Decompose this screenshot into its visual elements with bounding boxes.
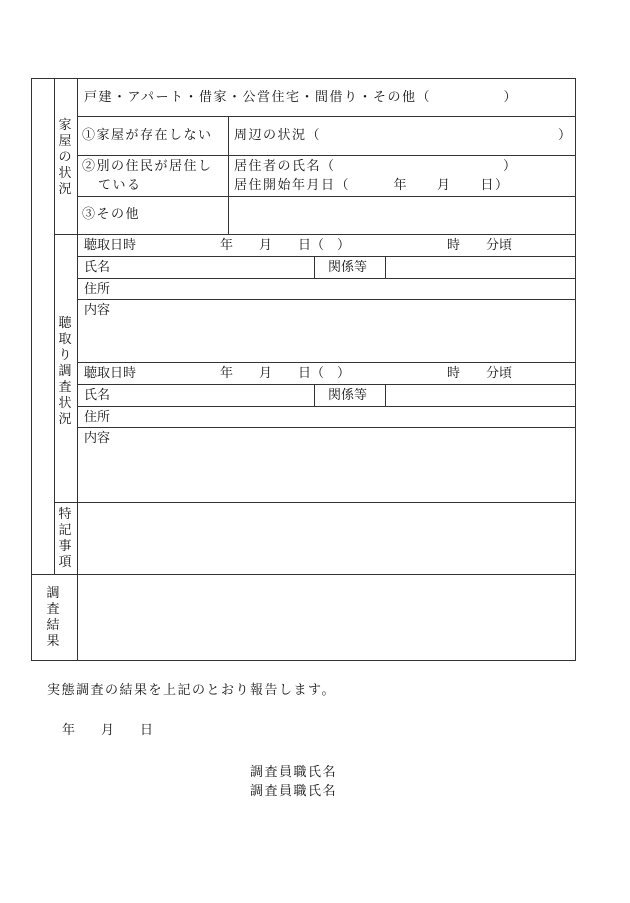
house-option-3: ③その他: [82, 207, 141, 222]
table-top-border: [31, 78, 576, 79]
hearing-col-divider: [314, 384, 315, 407]
hearing-row-line: [77, 362, 576, 363]
hearing-date-label: 聴取日時: [84, 238, 137, 253]
hearing-time-fields: 時 分頃: [447, 366, 513, 381]
section-sep-result: [31, 574, 576, 575]
surroundings-label: 周辺の状況（: [234, 128, 322, 143]
hearing-col-divider: [385, 384, 386, 407]
section-sep-notes: [54, 502, 576, 503]
investigator-signature-1: 調査員職氏名: [250, 765, 338, 780]
notes-section-label: 特記事項: [58, 507, 72, 570]
hearing-row-line: [77, 406, 576, 407]
hearing-date-fields: 年 月 日（ ）: [220, 238, 351, 253]
hearing-row-line: [77, 256, 576, 257]
resident-name-close: ）: [503, 159, 517, 174]
resident-name-label: 居住者の氏名（: [234, 159, 336, 174]
report-date: 年 月 日: [62, 723, 154, 738]
house-option-2-cont: ている: [98, 178, 142, 193]
house-col-divider: [228, 116, 229, 234]
hearing-relation-label: 関係等: [328, 260, 368, 275]
house-row-line: [77, 155, 576, 156]
section-sep-hearing: [54, 234, 576, 235]
hearing-section-label: 聴取り調査状況: [58, 316, 72, 427]
house-option-1: ①家屋が存在しない: [82, 128, 213, 143]
investigator-signature-2: 調査員職氏名: [250, 784, 338, 799]
hearing-content-label: 内容: [84, 431, 111, 446]
hearing-col-divider: [385, 256, 386, 279]
house-option-2: ②別の住民が居住し: [82, 159, 213, 174]
hearing-col-divider: [314, 256, 315, 279]
house-row-line: [77, 196, 576, 197]
house-section-label: 家屋の状況: [58, 118, 72, 197]
residence-start-date: 居住開始年月日（ 年 月 日）: [234, 178, 510, 193]
table-bottom-border: [31, 660, 576, 661]
inner-col-left: [54, 78, 55, 575]
hearing-content-label: 内容: [84, 303, 111, 318]
hearing-row-line: [77, 278, 576, 279]
hearing-relation-label: 関係等: [328, 388, 368, 403]
hearing-date-label: 聴取日時: [84, 366, 137, 381]
hearing-row-line: [77, 427, 576, 428]
result-section-label: 調査結果: [46, 586, 60, 649]
report-statement: 実態調査の結果を上記のとおり報告します。: [47, 683, 336, 698]
house-row-line: [77, 116, 576, 117]
house-type-options: 戸建・アパート・借家・公営住宅・間借り・その他（ ）: [84, 90, 518, 105]
hearing-time-fields: 時 分頃: [447, 238, 513, 253]
hearing-address-label: 住所: [84, 410, 111, 425]
hearing-date-fields: 年 月 日（ ）: [220, 366, 351, 381]
hearing-name-label: 氏名: [84, 260, 111, 275]
surroundings-close: ）: [558, 128, 572, 143]
hearing-row-line: [77, 384, 576, 385]
hearing-row-line: [77, 299, 576, 300]
hearing-address-label: 住所: [84, 282, 111, 297]
hearing-name-label: 氏名: [84, 388, 111, 403]
